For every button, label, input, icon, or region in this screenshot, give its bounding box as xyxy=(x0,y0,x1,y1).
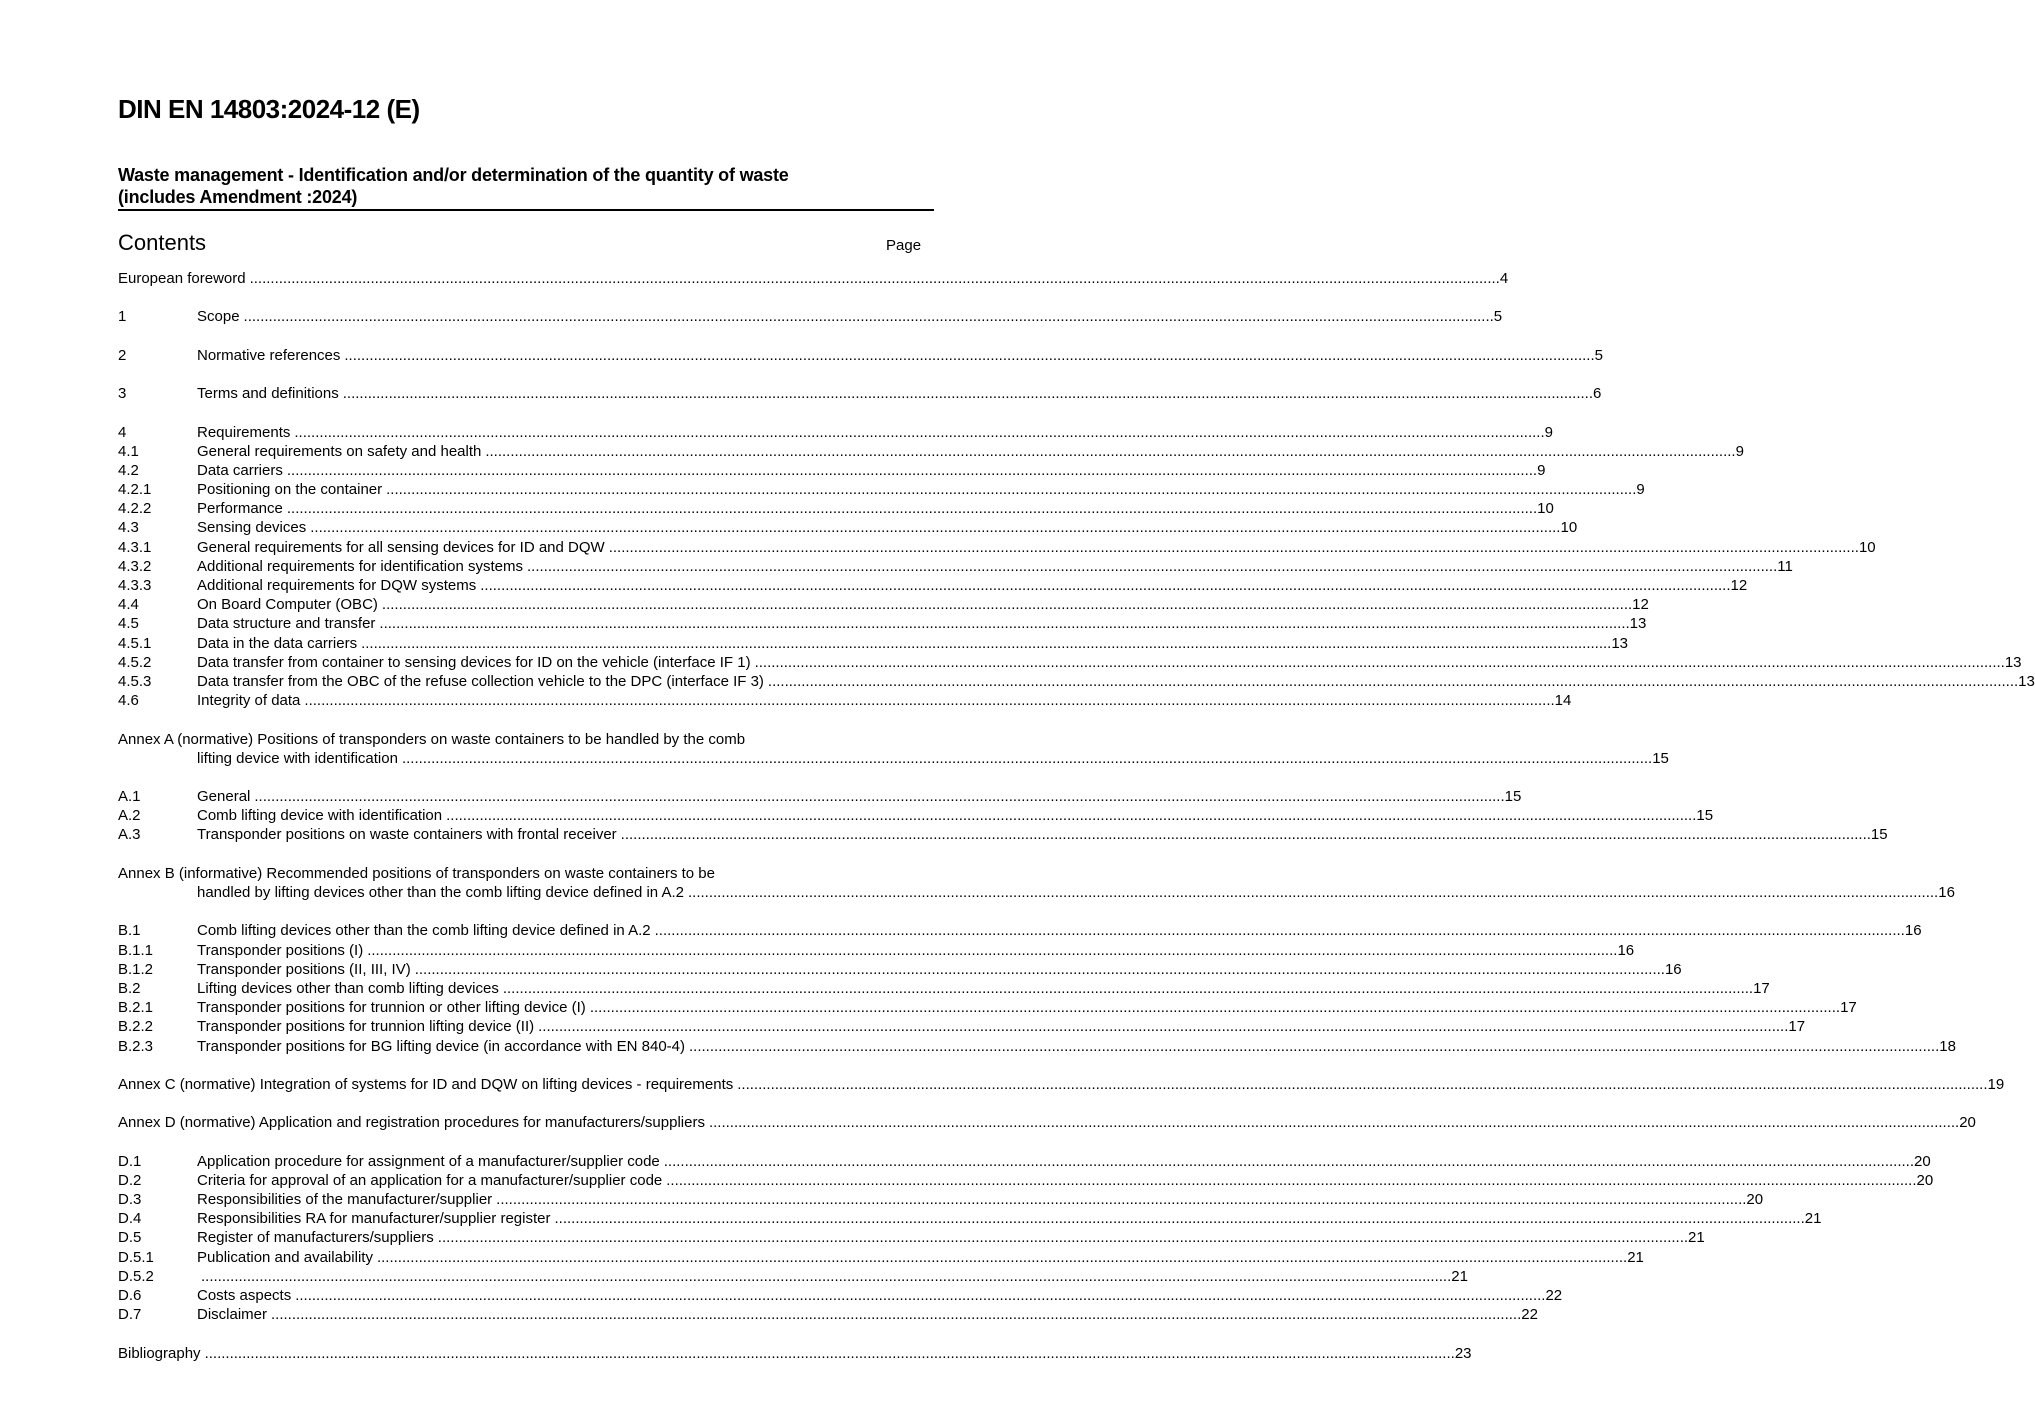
toc-entry-number: 4.1 xyxy=(118,442,139,460)
toc-entry-title: Responsibilities of the manufacturer/supplier xyxy=(197,1191,493,1208)
dot-leader: ............................................................................................................................................................................................................................................................................................................ xyxy=(654,922,1905,940)
toc-entry-number: 4.2.1 xyxy=(118,481,152,499)
dot-leader: ............................................................................................................................................................................................................................................................................................................ xyxy=(687,884,1939,901)
toc-entry[interactable] xyxy=(118,1113,1976,1132)
dot-leader: ............................................................................................................................................................................................................................................................................................................ xyxy=(295,1286,1546,1304)
dot-leader: ............................................................................................................................................................................................................................................................................................................ xyxy=(554,1210,1805,1228)
dot-leader: ............................................................................................................................................................................................................................................................................................................ xyxy=(243,308,1494,326)
toc-entry-page: 12 xyxy=(1730,577,1748,594)
toc-entry-page: 12 xyxy=(1632,596,1649,614)
toc-entry-title: Responsibilities RA for manufacturer/supplier register xyxy=(197,1210,551,1228)
toc-entry-page: 4 xyxy=(1499,270,1509,287)
toc-entry[interactable] xyxy=(118,1248,1644,1267)
toc-entry-title: handled by lifting devices other than the comb lifting device defined in A.2 xyxy=(197,884,684,901)
toc-entry[interactable] xyxy=(118,557,1793,576)
toc-entry-page: 16 xyxy=(1938,884,1955,901)
toc-entry-page: 21 xyxy=(1804,1210,1822,1228)
toc-entry[interactable] xyxy=(118,346,1603,365)
toc-entry-page: 18 xyxy=(1939,1037,1956,1055)
toc-entry-page: 21 xyxy=(1451,1267,1468,1285)
dot-leader: ............................................................................................................................................................................................................................................................................................................ xyxy=(386,481,1637,499)
toc-entry-number: B.2.1 xyxy=(118,999,154,1017)
toc-group xyxy=(118,921,1956,1055)
toc-entry-number: B.2.2 xyxy=(118,1018,154,1036)
toc-entry[interactable] xyxy=(118,941,1635,960)
toc-group xyxy=(118,1075,2005,1094)
toc-entry-title: Application procedure for assignment of a manufacturer/supplier code xyxy=(197,1152,660,1170)
toc-entry-page: 22 xyxy=(1545,1286,1563,1304)
toc-entry-number: B.2.3 xyxy=(118,1037,154,1055)
toc-entry[interactable] xyxy=(118,614,1647,633)
toc-entry-title: Data transfer from container to sensing devices for ID on the vehicle (interface IF 1) xyxy=(197,653,751,671)
dot-leader: ............................................................................................................................................................................................................................................................................................................ xyxy=(379,615,1630,633)
dot-leader: ............................................................................................................................................................................................................................................................................................................ xyxy=(342,385,1593,403)
toc-entry-number xyxy=(118,749,197,768)
toc-entry[interactable] xyxy=(118,1267,1468,1286)
dot-leader: ............................................................................................................................................................................................................................................................................................................ xyxy=(344,346,1595,364)
dot-leader: ............................................................................................................................................................................................................................................................................................................ xyxy=(689,1037,1940,1055)
toc-entry-number: A.1 xyxy=(118,788,141,806)
toc-entry[interactable] xyxy=(118,787,1522,806)
dot-leader: ............................................................................................................................................................................................................................................................................................................ xyxy=(737,1075,1988,1093)
dot-leader: ............................................................................................................................................................................................................................................................................................................ xyxy=(361,634,1612,652)
toc-entry[interactable] xyxy=(118,1017,1806,1036)
toc-entry-title: Transponder positions (I) xyxy=(197,941,364,959)
toc-entry-title: Data transfer from the OBC of the refuse collection vehicle to the DPC (interface IF 3) xyxy=(197,672,764,690)
dot-leader: ............................................................................................................................................................................................................................................................................................................ xyxy=(502,979,1754,997)
toc-group xyxy=(118,269,1509,288)
toc-entry-page: 21 xyxy=(1627,1248,1644,1266)
toc-entry-title: General xyxy=(197,788,251,806)
toc-entry-number: 4.2.2 xyxy=(118,500,152,518)
toc-entry[interactable] xyxy=(118,576,1748,595)
toc-entry-title: Costs aspects xyxy=(197,1286,292,1304)
dot-leader: ............................................................................................................................................................................................................................................................................................................ xyxy=(620,826,1871,844)
toc-entry-page: 17 xyxy=(1753,979,1770,997)
toc-entry-title: Transponder positions for BG lifting device (in accordance with EN 840-4) xyxy=(197,1037,686,1055)
document-title: DIN EN 14803:2024-12 (E) xyxy=(118,94,420,124)
dot-leader: ............................................................................................................................................................................................................................................................................................................ xyxy=(201,1267,1452,1285)
dot-leader: ............................................................................................................................................................................................................................................................................................................ xyxy=(286,461,1538,479)
toc-entry-title: Annex A (normative) Positions of transponders on waste containers to be handled by the comb xyxy=(118,730,746,748)
table-of-contents xyxy=(118,269,2035,1382)
toc-entry[interactable] xyxy=(118,749,1669,768)
dot-leader: ............................................................................................................................................................................................................................................................................................................ xyxy=(414,960,1665,978)
toc-entry-page: 11 xyxy=(1777,557,1793,575)
toc-entry-number: D.3 xyxy=(118,1191,142,1208)
toc-entry[interactable] xyxy=(118,730,922,749)
toc-entry[interactable] xyxy=(118,1190,1764,1209)
toc-group xyxy=(118,346,1603,365)
toc-entry[interactable] xyxy=(118,499,1554,518)
toc-entry[interactable] xyxy=(118,1037,1956,1056)
toc-entry-number: D.7 xyxy=(118,1306,142,1324)
dot-leader: ............................................................................................................................................................................................................................................................................................................ xyxy=(767,672,2019,690)
toc-entry-number: 4.3.2 xyxy=(118,557,152,575)
dot-leader: ............................................................................................................................................................................................................................................................................................................ xyxy=(485,442,1736,460)
toc-entry-page: 6 xyxy=(1593,385,1602,403)
toc-entry[interactable] xyxy=(118,1344,1472,1363)
toc-entry-title: Additional requirements for DQW systems xyxy=(197,577,477,594)
toc-entry-title: Data carriers xyxy=(197,461,283,479)
toc-entry[interactable] xyxy=(118,1228,1705,1247)
dot-leader: ............................................................................................................................................................................................................................................................................................................ xyxy=(437,1229,1689,1247)
dot-leader: ............................................................................................................................................................................................................................................................................................................ xyxy=(446,807,1697,825)
toc-entry-page: 17 xyxy=(1788,1018,1806,1036)
toc-entry-number: D.5.1 xyxy=(118,1248,154,1266)
toc-entry-page: 13 xyxy=(1611,634,1629,652)
toc-entry-title: Annex C (normative) Integration of systems for ID and DQW on lifting devices - requirements xyxy=(118,1075,734,1093)
toc-entry-title: Data structure and transfer xyxy=(197,615,376,633)
document-subtitle xyxy=(118,164,934,208)
toc-entry[interactable] xyxy=(118,269,1509,288)
toc-entry-number: D.5.2 xyxy=(118,1267,154,1285)
dot-leader: ............................................................................................................................................................................................................................................................................................................ xyxy=(376,1248,1628,1266)
toc-entry-title: Scope xyxy=(197,308,240,326)
toc-entry-page: 21 xyxy=(1688,1229,1705,1247)
toc-entry-title: Normative references xyxy=(197,346,341,364)
toc-entry-page: 15 xyxy=(1870,826,1888,844)
toc-entry-title: Positioning on the container xyxy=(197,481,383,499)
dot-leader: ............................................................................................................................................................................................................................................................................................................ xyxy=(310,519,1561,537)
toc-entry-number: 4.4 xyxy=(118,596,139,614)
toc-entry-title: On Board Computer (OBC) xyxy=(197,596,378,614)
toc-entry-page: 20 xyxy=(1746,1191,1764,1208)
toc-entry-number: B.1.1 xyxy=(118,941,154,959)
toc-entry[interactable] xyxy=(118,1209,1822,1228)
toc-entry-title: Comb lifting device with identification xyxy=(197,807,443,825)
toc-entry[interactable] xyxy=(118,691,1572,710)
toc-entry[interactable] xyxy=(118,998,1857,1017)
toc-entry-number: 4.5.2 xyxy=(118,653,152,671)
contents-heading: Contents xyxy=(118,230,207,255)
dot-leader: ............................................................................................................................................................................................................................................................................................................ xyxy=(527,557,1778,575)
toc-entry[interactable] xyxy=(118,1075,2005,1094)
toc-entry-page: 17 xyxy=(1840,999,1857,1017)
page-column-heading: Page xyxy=(886,237,922,254)
toc-entry-page: 16 xyxy=(1617,941,1635,959)
toc-entry[interactable] xyxy=(118,1171,1934,1190)
toc-entry-number: D.2 xyxy=(118,1171,142,1189)
toc-entry-page: 20 xyxy=(1959,1114,1976,1132)
toc-entry-number: 2 xyxy=(118,346,127,364)
toc-entry-number: 4.3.1 xyxy=(118,538,152,556)
toc-entry-page: 9 xyxy=(1735,442,1744,460)
toc-entry-page: 10 xyxy=(1537,500,1554,518)
toc-entry-number: 4.3.3 xyxy=(118,577,152,594)
toc-entry-title: Transponder positions for trunnion or other lifting device (I) xyxy=(197,999,586,1017)
toc-entry-page: 14 xyxy=(1554,692,1572,710)
toc-group xyxy=(118,1152,1934,1325)
toc-entry-page: 13 xyxy=(2018,672,2035,690)
title-rule xyxy=(118,209,934,211)
subtitle-line: (includes Amendment :2024) xyxy=(118,187,358,207)
toc-entry-page: 16 xyxy=(1664,960,1682,978)
dot-leader: ............................................................................................................................................................................................................................................................................................................ xyxy=(589,999,1841,1017)
dot-leader: ............................................................................................................................................................................................................................................................................................................ xyxy=(754,653,2005,671)
toc-entry-number: 4.6 xyxy=(118,692,139,710)
toc-entry[interactable] xyxy=(118,518,1578,537)
toc-entry[interactable] xyxy=(118,480,1645,499)
toc-entry-title: Register of manufacturers/suppliers xyxy=(197,1229,434,1247)
toc-entry-page: 13 xyxy=(1629,615,1647,633)
toc-entry-title: Disclaimer xyxy=(197,1306,268,1324)
toc-entry[interactable] xyxy=(118,384,1602,403)
toc-entry-page: 9 xyxy=(1636,481,1645,499)
toc-entry[interactable] xyxy=(118,921,1922,940)
dot-leader: ............................................................................................................................................................................................................................................................................................................ xyxy=(401,749,1653,767)
toc-entry[interactable] xyxy=(118,979,1770,998)
toc-entry-page: 15 xyxy=(1696,807,1714,825)
toc-entry-title: Criteria for approval of an application for a manufacturer/supplier code xyxy=(197,1171,663,1189)
toc-entry-title: General requirements on safety and health xyxy=(197,442,482,460)
toc-entry[interactable] xyxy=(118,595,1649,614)
toc-entry-title: General requirements for all sensing devices for ID and DQW xyxy=(197,538,605,556)
toc-entry-title: Integrity of data xyxy=(197,692,301,710)
toc-entry[interactable] xyxy=(118,864,922,883)
toc-entry-page: 19 xyxy=(1987,1075,2005,1093)
toc-entry-page: 10 xyxy=(1560,519,1578,537)
toc-entry-page: 13 xyxy=(2004,653,2022,671)
toc-entry-title: European foreword xyxy=(118,270,246,287)
dot-leader: ............................................................................................................................................................................................................................................................................................................ xyxy=(496,1191,1747,1208)
toc-entry-number: D.6 xyxy=(118,1286,142,1304)
toc-entry-number: B.2 xyxy=(118,979,141,997)
toc-entry-title: Transponder positions (II, III, IV) xyxy=(197,960,411,978)
dot-leader: ............................................................................................................................................................................................................................................................................................................ xyxy=(254,788,1505,806)
toc-entry[interactable] xyxy=(118,538,1876,557)
toc-entry-number: 1 xyxy=(118,308,127,326)
toc-entry-number: 3 xyxy=(118,385,127,403)
toc-entry[interactable] xyxy=(118,442,1744,461)
toc-entry-number: 4 xyxy=(118,423,127,441)
dot-leader: ............................................................................................................................................................................................................................................................................................................ xyxy=(663,1152,1915,1170)
toc-entry-page: 15 xyxy=(1504,788,1522,806)
toc-entry[interactable] xyxy=(118,634,1629,653)
toc-entry[interactable] xyxy=(118,1305,1538,1324)
dot-leader: ............................................................................................................................................................................................................................................................................................................ xyxy=(708,1114,1960,1132)
toc-entry-number: 4.2 xyxy=(118,461,139,479)
dot-leader: ............................................................................................................................................................................................................................................................................................................ xyxy=(381,596,1633,614)
toc-group xyxy=(118,1344,1472,1363)
toc-entry[interactable] xyxy=(118,825,1888,844)
toc-entry-page: 16 xyxy=(1904,922,1922,940)
toc-entry-title: Performance xyxy=(197,500,283,518)
toc-entry-page: 20 xyxy=(1916,1171,1934,1189)
toc-entry-title: Bibliography xyxy=(118,1344,201,1362)
toc-group xyxy=(118,864,1955,902)
dot-leader: ............................................................................................................................................................................................................................................................................................................ xyxy=(286,500,1538,518)
dot-leader: ............................................................................................................................................................................................................................................................................................................ xyxy=(304,692,1555,710)
toc-entry-number: A.3 xyxy=(118,826,141,844)
toc-entry-title: Comb lifting devices other than the comb lifting device defined in A.2 xyxy=(197,922,651,940)
toc-entry-title: Annex D (normative) Application and registration procedures for manufacturers/suppliers xyxy=(118,1114,705,1132)
toc-entry-title: lifting device with identification xyxy=(197,749,398,767)
toc-entry-number: A.2 xyxy=(118,807,141,825)
toc-entry-page: 10 xyxy=(1858,538,1876,556)
toc-entry-title: Sensing devices xyxy=(197,519,307,537)
toc-group xyxy=(118,730,1669,768)
dot-leader: ............................................................................................................................................................................................................................................................................................................ xyxy=(666,1171,1917,1189)
toc-entry-title: Transponder positions on waste containers with frontal receiver xyxy=(197,826,617,844)
toc-entry-number: 4.5.3 xyxy=(118,672,152,690)
toc-entry[interactable] xyxy=(118,653,2022,672)
subtitle-line: Waste management - Identification and/or determination of the quantity of waste xyxy=(118,165,789,185)
dot-leader: ............................................................................................................................................................................................................................................................................................................ xyxy=(204,1344,1455,1362)
toc-entry-page: 20 xyxy=(1914,1152,1931,1170)
toc-entry-title: Publication and availability xyxy=(197,1248,373,1266)
toc-entry[interactable] xyxy=(118,883,1955,902)
toc-entry[interactable] xyxy=(118,960,1682,979)
toc-entry-title: Terms and definitions xyxy=(197,385,339,403)
toc-entry-page: 5 xyxy=(1493,308,1503,326)
dot-leader: ............................................................................................................................................................................................................................................................................................................ xyxy=(367,941,1618,959)
toc-entry-number: B.1.2 xyxy=(118,960,154,978)
toc-entry-number: 4.3 xyxy=(118,519,139,537)
toc-entry-title: Transponder positions for trunnion lifting device (II) xyxy=(197,1018,535,1036)
toc-entry-number: D.5 xyxy=(118,1229,142,1247)
toc-group xyxy=(118,307,1503,326)
toc-entry-number: D.1 xyxy=(118,1152,142,1170)
toc-entry-number xyxy=(118,883,197,902)
toc-group xyxy=(118,384,1602,403)
toc-entry-title: Additional requirements for identification systems xyxy=(197,557,523,575)
toc-entry-page: 5 xyxy=(1594,346,1603,364)
toc-group xyxy=(118,787,1888,845)
toc-entry-number: D.4 xyxy=(118,1210,142,1228)
toc-entry-number: 4.5 xyxy=(118,615,139,633)
toc-entry-page: 23 xyxy=(1454,1344,1472,1362)
toc-group xyxy=(118,1113,1976,1132)
toc-entry-title: Lifting devices other than comb lifting devices xyxy=(197,979,499,997)
toc-entry[interactable] xyxy=(118,806,1714,825)
toc-entry-page: 9 xyxy=(1544,423,1553,441)
toc-entry[interactable] xyxy=(118,1286,1563,1305)
dot-leader: ............................................................................................................................................................................................................................................................................................................ xyxy=(294,423,1545,441)
dot-leader: ............................................................................................................................................................................................................................................................................................................ xyxy=(608,538,1859,556)
toc-entry-number: B.1 xyxy=(118,922,141,940)
toc-entry-page: 22 xyxy=(1521,1306,1538,1324)
toc-entry[interactable] xyxy=(118,672,2035,691)
toc-entry[interactable] xyxy=(118,423,1553,442)
toc-entry-title: Requirements xyxy=(197,423,291,441)
toc-entry[interactable] xyxy=(118,307,1503,326)
toc-entry[interactable] xyxy=(118,461,1546,480)
toc-entry[interactable] xyxy=(118,1152,1931,1171)
dot-leader: ............................................................................................................................................................................................................................................................................................................ xyxy=(249,270,1500,287)
toc-entry-page: 9 xyxy=(1537,461,1546,479)
dot-leader: ............................................................................................................................................................................................................................................................................................................ xyxy=(538,1018,1789,1036)
toc-entry-title: Annex B (informative) Recommended positions of transponders on waste containers to be xyxy=(118,864,715,882)
dot-leader: ............................................................................................................................................................................................................................................................................................................ xyxy=(480,577,1731,594)
toc-entry-page: 15 xyxy=(1652,749,1669,767)
toc-group xyxy=(118,423,2035,711)
dot-leader: ............................................................................................................................................................................................................................................................................................................ xyxy=(271,1306,1522,1324)
toc-entry-number: 4.5.1 xyxy=(118,634,152,652)
toc-entry-title: Data in the data carriers xyxy=(197,634,358,652)
